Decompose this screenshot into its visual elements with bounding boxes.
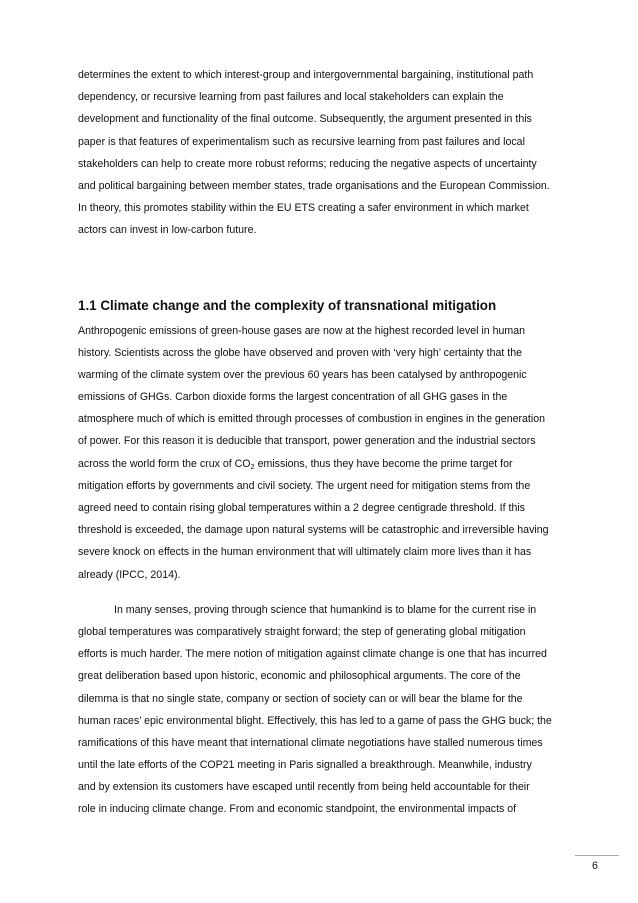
text-line: development and functionality of the final outcome. Subsequently, the argument presented in this [78,113,532,126]
paragraph-mitigation [78,599,561,821]
text-line: efforts is much harder. The mere notion of mitigation against climate change is one that has incurred [78,648,547,661]
section-gap [78,242,561,296]
text-line: paper is that features of experimentalism such as recursive learning from past failures and local [78,135,525,148]
text-line: global temperatures was comparatively straight forward; the step of generating global mitigation [78,625,526,638]
text-line: dilemma is that no single state, company or section of society can or will bear the blame for the [78,692,523,705]
page-number: 6 [592,860,598,872]
text-line: Anthropogenic emissions of green-house gases are now at the highest recorded level in human [78,324,525,337]
text-line: warming of the climate system over the previous 60 years has been catalysed by anthropogenic [78,368,527,381]
text-line: role in inducing climate change. From and economic standpoint, the environmental impacts of [78,803,517,816]
text-line: determines the extent to which interest-group and intergovernmental bargaining, institutional path [78,69,534,81]
text-line: In many senses, proving through science that humankind is to blame for the current rise in [114,603,537,616]
text-line: and by extension its customers have escaped until recently from being held accountable for their [78,781,530,794]
text-line: human races’ epic environmental blight. Effectively, this has led to a game of pass the GHG buck; the [78,714,552,727]
text-line: stakeholders can help to create more robust reforms; reducing the negative aspects of uncertainty [78,157,537,170]
text-line: until the late efforts of the COP21 meeting in Paris signalled a breakthrough. Meanwhile, industry [78,759,532,772]
text-line: and political bargaining between member states, trade organisations and the European Commission. [78,179,550,192]
section-heading: 1.1 Climate change and the complexity of transnational mitigation [78,297,497,313]
text-line: history. Scientists across the globe have observed and proven with ‘very high’ certainty that the [78,346,522,359]
co2-line-start: across the world form the crux of CO [78,457,251,470]
text-line: dependency, or recursive learning from past failures and local stakeholders can explain the [78,91,504,104]
co2-subscript: 2 [250,461,255,471]
text-line: In theory, this promotes stability within the EU ETS creating a safer environment in which market [78,202,529,215]
text-line: atmosphere much of which is emitted through processes of combustion in engines in the generation [78,413,545,426]
text-line: already (IPCC, 2014). [78,568,181,581]
paragraph-climate [78,320,561,586]
document-page [78,64,561,821]
co2-line-end: emissions, thus they have become the prime target for [254,457,513,470]
text-line: threshold is exceeded, the damage upon natural systems will be catastrophic and irreversible having [78,524,549,537]
paragraph-gap [78,586,561,599]
text-line: great deliberation based upon historic, economic and philosophical arguments. The core of the [78,670,521,683]
text-line: mitigation efforts by governments and civil society. The urgent need for mitigation stems from the [78,479,531,492]
text-line: emissions of GHGs. Carbon dioxide forms the largest concentration of all GHG gases in the [78,391,508,404]
text-line: actors can invest in low-carbon future. [78,224,257,237]
paragraph-intro [78,64,561,242]
co2-text-line [78,453,561,475]
text-line: severe knock on effects in the human environment that will ultimately claim more lives than it has [78,546,532,559]
footer-divider [575,855,619,856]
text-line: ramifications of this have meant that international climate negotiations have stalled numerous times [78,736,543,749]
text-line: agreed need to contain rising global temperatures within a 2 degree centigrade threshold. If this [78,502,525,514]
text-line: of power. For this reason it is deducible that transport, power generation and the industrial sectors [78,435,536,448]
